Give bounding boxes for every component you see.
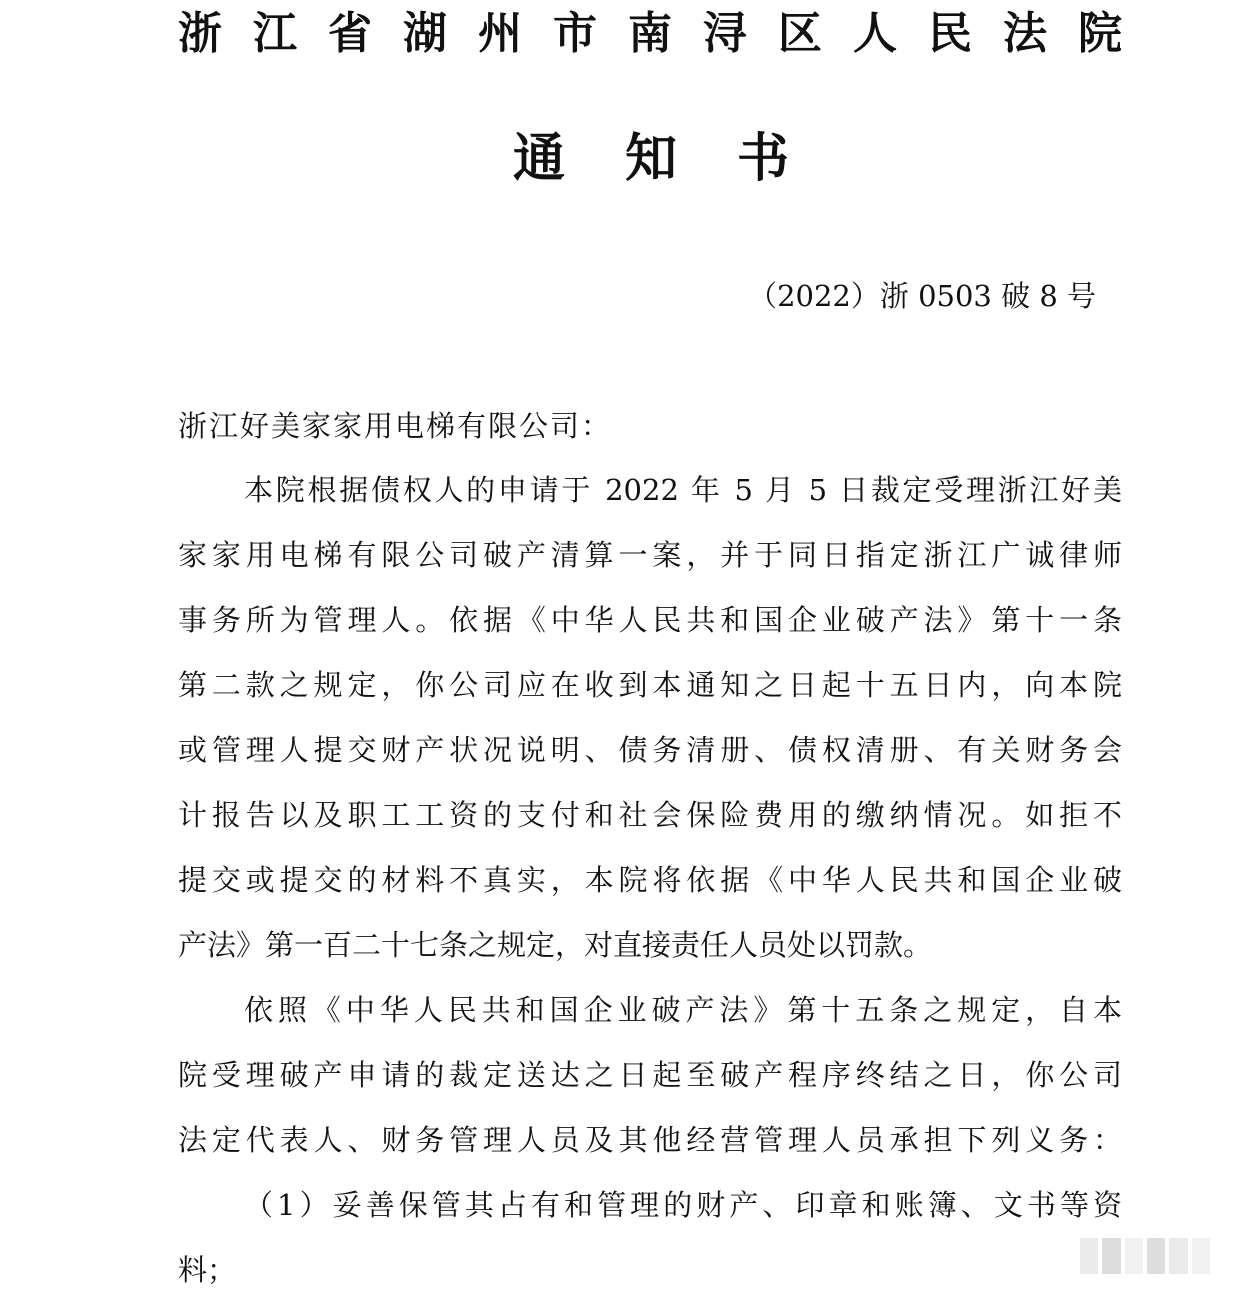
court-name-char: 江 bbox=[253, 8, 297, 59]
addressee: 浙江好美家家用电梯有限公司： bbox=[178, 409, 613, 443]
case-number: （2022）浙 0503 破 8 号 bbox=[748, 279, 1096, 313]
body-line: 提交或提交的材料不真实，本院将依据《中华人民共和国企业破 bbox=[178, 863, 1122, 897]
body-line: 产法》第一百二十七条之规定，对直接责任人员处以罚款。 bbox=[178, 928, 933, 962]
court-name-char: 市 bbox=[553, 8, 597, 59]
body-line: 院受理破产申请的裁定送达之日起至破产程序终结之日，你公司 bbox=[178, 1058, 1122, 1092]
court-name-char: 省 bbox=[328, 8, 372, 59]
court-name-char: 法 bbox=[1003, 8, 1047, 59]
body-line: 法定代表人、财务管理人员及其他经营管理人员承担下列义务： bbox=[178, 1123, 1122, 1157]
body-line: 料； bbox=[178, 1253, 237, 1287]
court-name-char: 区 bbox=[778, 8, 822, 59]
court-name-char: 院 bbox=[1078, 8, 1122, 59]
body-line: 依照《中华人民共和国企业破产法》第十五条之规定，自本 bbox=[244, 993, 1122, 1027]
blurred-watermark bbox=[1080, 1238, 1210, 1274]
court-name-char: 浔 bbox=[703, 8, 747, 59]
body-line: 第二款之规定，你公司应在收到本通知之日起十五日内，向本院 bbox=[178, 668, 1122, 702]
document-title-char: 知 bbox=[624, 129, 677, 189]
court-name-char: 州 bbox=[478, 8, 522, 59]
body-line: 家家用电梯有限公司破产清算一案，并于同日指定浙江广诚律师 bbox=[178, 538, 1122, 572]
court-name-char: 湖 bbox=[403, 8, 447, 59]
body-line: 或管理人提交财产状况说明、债务清册、债权清册、有关财务会 bbox=[178, 733, 1122, 767]
body-line: （1）妥善保管其占有和管理的财产、印章和账簿、文书等资 bbox=[244, 1188, 1122, 1222]
court-name-char: 浙 bbox=[178, 8, 222, 59]
body-line: 本院根据债权人的申请于 2022 年 5 月 5 日裁定受理浙江好美 bbox=[244, 473, 1122, 507]
court-name-char: 民 bbox=[928, 8, 972, 59]
court-name-heading bbox=[178, 4, 1122, 64]
document-title bbox=[513, 126, 789, 192]
court-name-char: 南 bbox=[628, 8, 672, 59]
body-line: 计报告以及职工工资的支付和社会保险费用的缴纳情况。如拒不 bbox=[178, 798, 1122, 832]
document-title-char: 书 bbox=[736, 129, 789, 189]
document-title-char: 通 bbox=[513, 129, 566, 189]
body-line: 事务所为管理人。依据《中华人民共和国企业破产法》第十一条 bbox=[178, 603, 1122, 637]
court-name-char: 人 bbox=[853, 8, 897, 59]
